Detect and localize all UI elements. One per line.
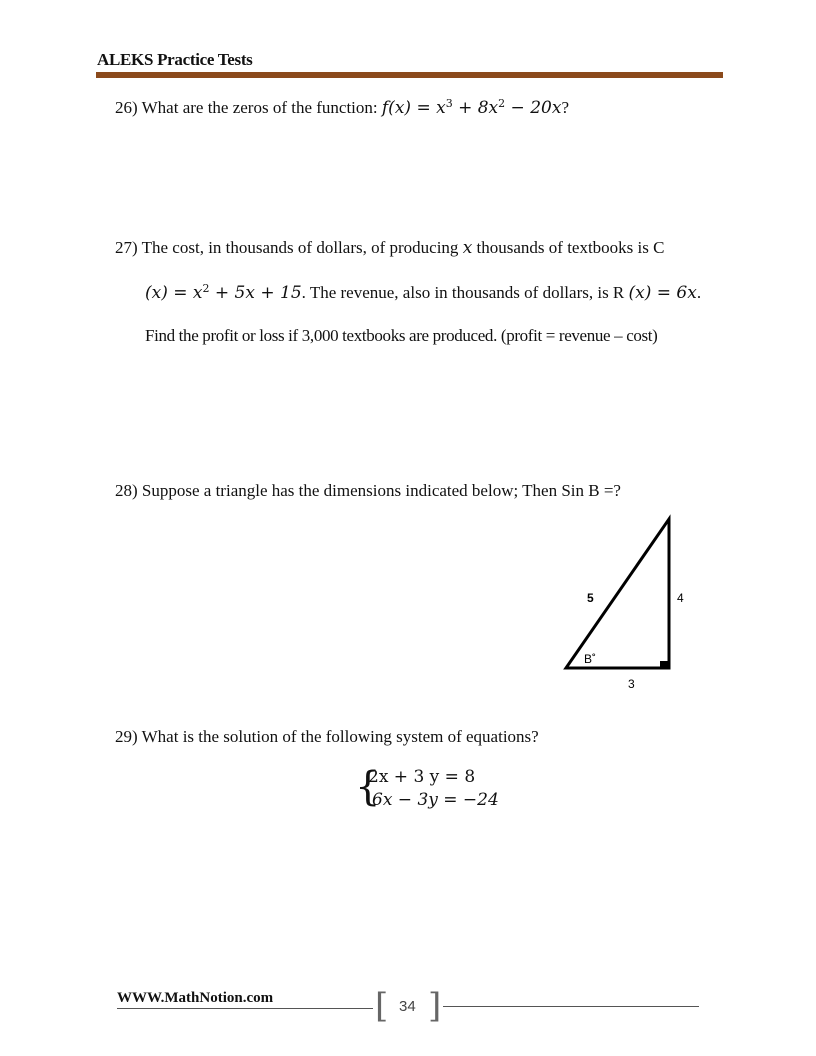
- vertical-side-label: 4: [677, 591, 684, 605]
- page-bracket-right: ]: [428, 986, 442, 1026]
- right-angle-marker: [660, 661, 668, 668]
- question-number: 28): [115, 481, 138, 500]
- equation-1: 2x + 3 y = 8: [368, 767, 476, 787]
- question-28: [115, 481, 621, 501]
- question-27-line-3: Find the profit or loss if 3,000 textbooks are produced. (profit = revenue – cost): [145, 326, 658, 345]
- question-text: thousands of textbooks is C: [476, 238, 665, 257]
- exponent: 3: [445, 97, 453, 110]
- variable-x: x: [462, 238, 473, 258]
- question-text: . The revenue, also in thousands of dollars, is R: [301, 283, 625, 302]
- base-label: 3: [628, 677, 635, 691]
- question-27-line-2: [145, 283, 701, 303]
- equation-2: 6x − 3y = −24: [372, 790, 499, 810]
- system-brace: {: [355, 764, 381, 810]
- header-rule: [96, 72, 723, 78]
- equation-part: + 5x + 15: [209, 283, 302, 303]
- question-text: Suppose a triangle has the dimensions indicated below; Then Sin B =?: [141, 481, 621, 500]
- equation-part: (x): [145, 283, 168, 303]
- function-name: f(x): [381, 98, 412, 118]
- footer-website: WWW.MathNotion.com: [117, 990, 274, 1006]
- equation-part: = x: [411, 98, 446, 118]
- equation-part: = x: [167, 283, 203, 303]
- question-number: 29): [115, 727, 138, 746]
- page-bracket-left: [: [375, 986, 389, 1026]
- triangle-outline: [566, 519, 669, 668]
- question-number: 26): [115, 98, 138, 117]
- question-text: What are the zeros of the function:: [141, 98, 378, 117]
- question-mark: ?: [561, 98, 569, 117]
- period: .: [696, 283, 702, 302]
- question-number: 27): [115, 238, 138, 257]
- exponent: 2: [498, 97, 506, 110]
- hypotenuse-label: 5: [587, 591, 594, 605]
- footer-rule-left: [117, 1008, 373, 1009]
- question-27-line-1: [115, 238, 664, 258]
- question-text: The cost, in thousands of dollars, of producing: [141, 238, 459, 257]
- equation-part: + 8x: [452, 98, 499, 118]
- right-triangle-diagram: [560, 510, 700, 695]
- equation-part: − 20x: [505, 98, 562, 118]
- page-number: 34: [399, 998, 416, 1015]
- footer-rule-right: [443, 1006, 699, 1007]
- question-29: [115, 727, 539, 747]
- equation-part: (x) = 6x: [628, 283, 697, 303]
- question-text: What is the solution of the following system of equations?: [141, 727, 539, 746]
- question-26: [115, 98, 569, 118]
- angle-b-label: B˚: [584, 652, 596, 666]
- exponent: 2: [202, 282, 210, 295]
- header-title: ALEKS Practice Tests: [97, 50, 253, 69]
